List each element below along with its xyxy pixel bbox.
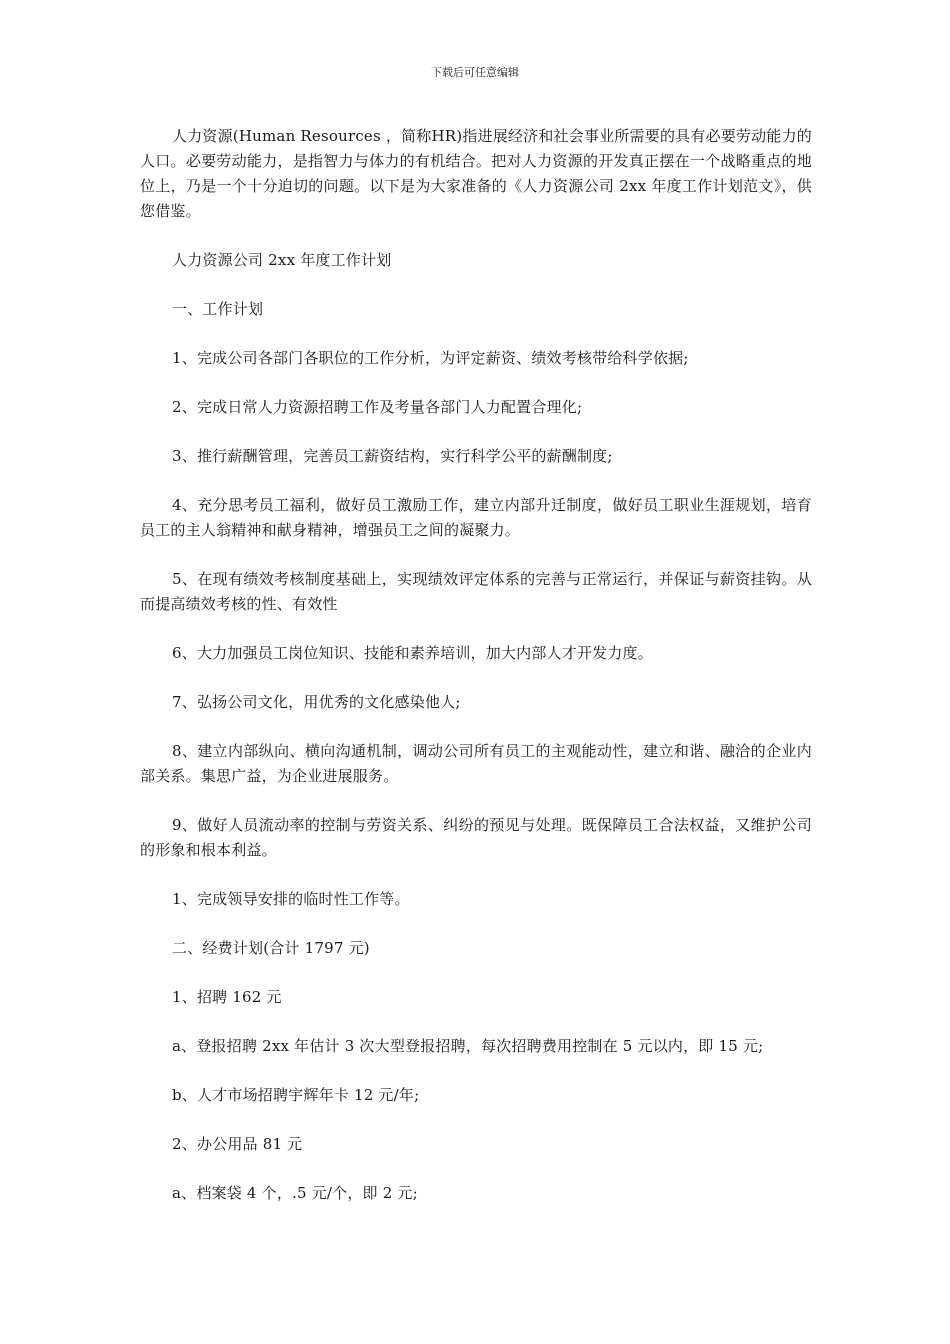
list-item: 4、充分思考员工福利，做好员工激励工作，建立内部升迁制度，做好员工职业生涯规划，培育员工的主人翁精神和献身精神，增强员工之间的凝聚力。: [140, 496, 812, 539]
section-heading-work-plan: 一、工作计划: [172, 300, 264, 318]
list-item: 5、在现有绩效考核制度基础上，实现绩效评定体系的完善与正常运行，并保证与薪资挂钩。从而提高绩效考核的性、有效性: [140, 570, 812, 613]
list-item: a、档案袋 4 个，.5 元/个，即 2 元;: [172, 1184, 418, 1202]
list-item: 3、推行薪酬管理，完善员工薪资结构，实行科学公平的薪酬制度;: [172, 447, 613, 465]
list-item: 8、建立内部纵向、横向沟通机制，调动公司所有员工的主观能动性，建立和谐、融洽的企业内部关系。集思广益，为企业进展服务。: [140, 742, 812, 785]
list-item: 1、招聘 162 元: [172, 988, 282, 1006]
list-item: 9、做好人员流动率的控制与劳资关系、纠纷的预见与处理。既保障员工合法权益，又维护公司的形象和根本利益。: [140, 816, 812, 859]
section-heading-budget: 二、经费计划(合计 1797 元): [172, 939, 370, 957]
list-item: 7、弘扬公司文化，用优秀的文化感染他人;: [172, 693, 461, 711]
list-item: 2、办公用品 81 元: [172, 1135, 303, 1153]
list-item: 6、大力加强员工岗位知识、技能和素养培训，加大内部人才开发力度。: [172, 644, 653, 662]
list-item: 1、完成公司各部门各职位的工作分析，为评定薪资、绩效考核带给科学依据;: [172, 349, 689, 367]
list-item: a、登报招聘 2xx 年估计 3 次大型登报招聘，每次招聘费用控制在 5 元以内，即 15 元;: [172, 1037, 764, 1055]
intro-paragraph: 人力资源(Human Resources ，简称HR)指进展经济和社会事业所需要的具有必要劳动能力的人口。必要劳动能力，是指智力与体力的有机结合。把对人力资源的开发真正摆在一个战略重点的地位上，乃是一个十分迫切的问题。以下是为大家准备的《人力资源公司 2xx 年度工作计划范文》，供您借鉴。: [140, 127, 812, 220]
page-header: 下载后可任意编辑: [431, 66, 519, 79]
document-body: [140, 124, 812, 1230]
list-item: 1、完成领导安排的临时性工作等。: [172, 890, 410, 908]
list-item: 2、完成日常人力资源招聘工作及考量各部门人力配置合理化;: [172, 398, 583, 416]
document-title: 人力资源公司 2xx 年度工作计划: [172, 251, 392, 269]
list-item: b、人才市场招聘宇辉年卡 12 元/年;: [172, 1086, 420, 1104]
